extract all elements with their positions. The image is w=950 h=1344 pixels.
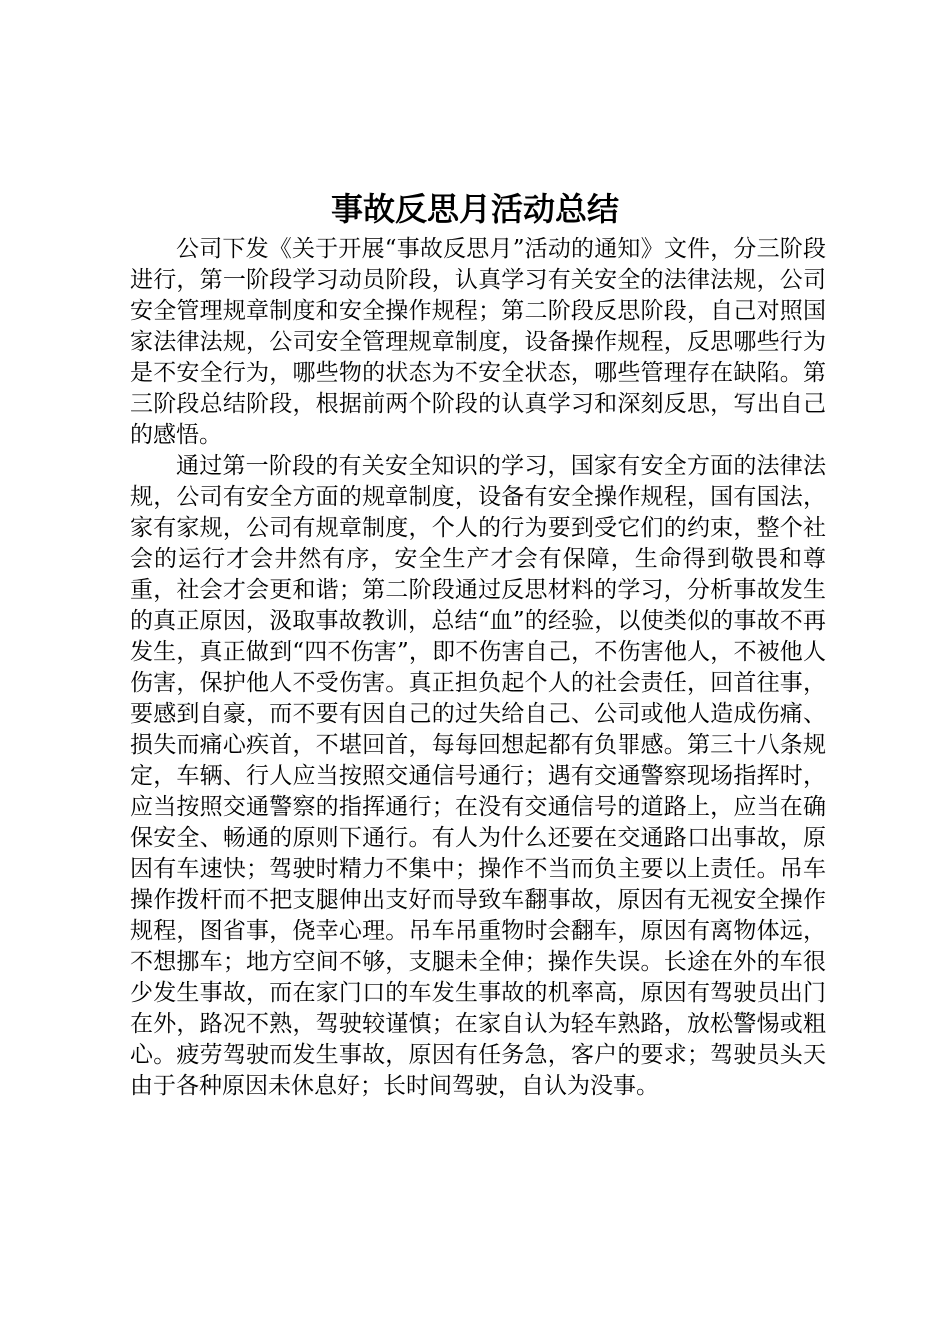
paragraph-intro: 公司下发《关于开展“事故反思月”活动的通知》文件，分三阶段进行，第一阶段学习动员阶段，认真学习有关安全的法律法规，公司安全管理规章制度和安全操作规程；第二阶段反思阶段，自己对照国家法律法规，公司安全管理规章制度，设备操作规程，反思哪些行为是不安全行为，哪些物的状态为不安全状态，哪些管理存在缺陷。第三阶段总结阶段，根据前两个阶段的认真学习和深刻反思，写出自己的感悟。	[130, 236, 826, 448]
paragraph-reflection: 通过第一阶段的有关安全知识的学习，国家有安全方面的法律法规，公司有安全方面的规章制度，设备有安全操作规程，国有国法，家有家规，公司有规章制度，个人的行为要到受它们的约束，整个社会的运行才会井然有序，安全生产才会有保障，生命得到敬畏和尊重，社会才会更和谐；第二阶段通过反思材料的学习，分析事故发生的真正原因，汲取事故教训，总结“血”的经验，以使类似的事故不再发生，真正做到“四不伤害”，即不伤害自己，不伤害他人，不被他人伤害，保护他人不受伤害。真正担负起个人的社会责任，回首往事，要感到自豪，而不要有因自己的过失给自己、公司或他人造成伤痛、损失而痛心疾首，不堪回首，每每回想起都有负罪感。第三十八条规定，车辆、行人应当按照交通信号通行；遇有交通警察现场指挥时，应当按照交通警察的指挥通行；在没有交通信号的道路上，应当在确保安全、畅通的原则下通行。有人为什么还要在交通路口出事故，原因有车速快；驾驶时精力不集中；操作不当而负主要以上责任。吊车操作拨杆而不把支腿伸出支好而导致车翻事故，原因有无视安全操作规程，图省事，侥幸心理。吊车吊重物时会翻车，原因有离物体远，不想挪车；地方空间不够，支腿未全伸；操作失误。长途在外的车很少发生事故，而在家门口的车发生事故的机率高，原因有驾驶员出门在外，路况不熟，驾驶较谨慎；在家自认为轻车熟路，放松警惕或粗心。疲劳驾驶而发生事故，原因有任务急，客户的要求；驾驶员头天由于各种原因未休息好；长时间驾驶，自认为没事。	[130, 453, 826, 1099]
document-title: 事故反思月活动总结	[330, 190, 619, 228]
document-body	[130, 234, 826, 1102]
